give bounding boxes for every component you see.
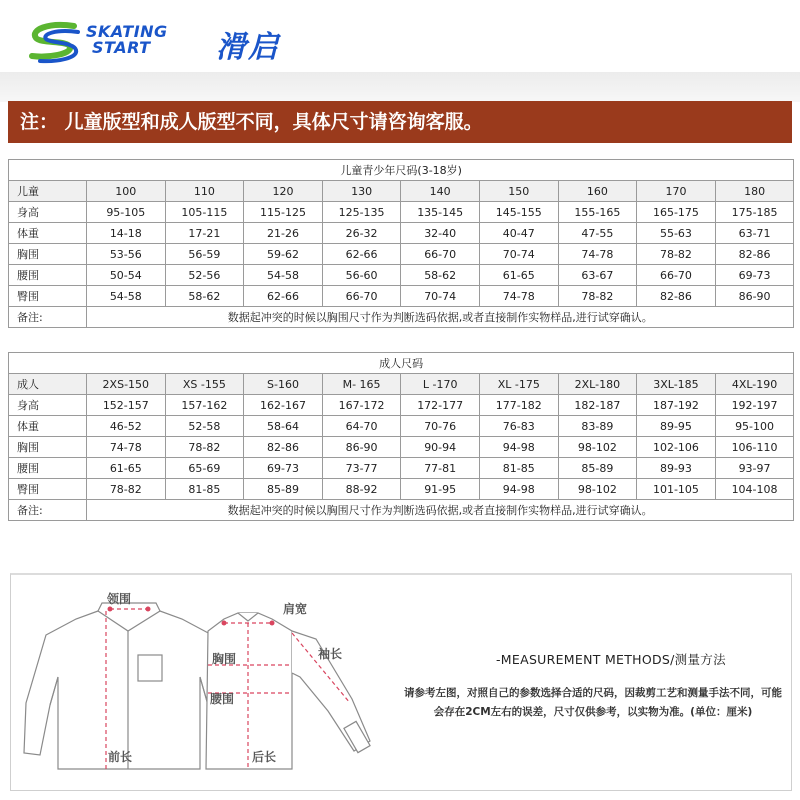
skating-logo-icon	[28, 20, 88, 64]
size-header: XS -155	[165, 374, 244, 395]
table-cell: 106-110	[715, 437, 794, 458]
table-row	[9, 437, 794, 458]
table-title-row	[9, 353, 794, 374]
table-cell: 98-102	[558, 479, 637, 500]
row-label: 身高	[9, 202, 87, 223]
table-cell: 54-58	[244, 265, 323, 286]
table-cell: 66-70	[322, 286, 401, 307]
table-cell: 63-67	[558, 265, 637, 286]
adult-size-table	[8, 352, 794, 521]
header-label: 儿童	[9, 181, 87, 202]
measurement-title: -MEASUREMENT METHODS/测量方法	[496, 652, 726, 667]
table-cell: 76-83	[479, 416, 558, 437]
table-cell: 66-70	[637, 265, 716, 286]
table-cell: 95-100	[715, 416, 794, 437]
table-cell: 58-64	[244, 416, 323, 437]
table-cell: 85-89	[244, 479, 323, 500]
measurement-description: 请参考左图，对照自己的参数选择合适的尺码，因裁剪工艺和测量手法不同，可能会存在2CM左右的误差，尺寸仅供参考，以实物为准。(单位：厘米)	[404, 687, 782, 718]
table-cell: 61-65	[479, 265, 558, 286]
table-cell: 101-105	[637, 479, 716, 500]
table-cell: 83-89	[558, 416, 637, 437]
label-chest: 胸围	[212, 652, 237, 666]
table-cell: 56-59	[165, 244, 244, 265]
label-waist: 腰围	[210, 692, 235, 706]
table-cell: 78-82	[637, 244, 716, 265]
size-header: 120	[244, 181, 323, 202]
table-cell: 62-66	[244, 286, 323, 307]
table-cell: 26-32	[322, 223, 401, 244]
table-row	[9, 202, 794, 223]
table-cell: 145-155	[479, 202, 558, 223]
table-row	[9, 479, 794, 500]
label-front-length: 前长	[108, 750, 133, 764]
table-cell: 77-81	[401, 458, 480, 479]
table-row	[9, 416, 794, 437]
table-row	[9, 265, 794, 286]
brand-line-1: SKATING	[86, 22, 168, 41]
size-header: 180	[715, 181, 794, 202]
table-cell: 63-71	[715, 223, 794, 244]
table-cell: 90-94	[401, 437, 480, 458]
table-cell: 89-93	[637, 458, 716, 479]
brand-cn: 滑启	[216, 30, 280, 65]
row-label: 胸围	[9, 244, 87, 265]
row-label: 腰围	[9, 265, 87, 286]
table-cell: 93-97	[715, 458, 794, 479]
table-title: 儿童青少年尺码(3-18岁)	[9, 160, 794, 181]
table-cell: 69-73	[244, 458, 323, 479]
size-header: 150	[479, 181, 558, 202]
row-label: 腰围	[9, 458, 87, 479]
table-cell: 82-86	[244, 437, 323, 458]
table-cell: 182-187	[558, 395, 637, 416]
table-cell: 98-102	[558, 437, 637, 458]
table-cell: 52-58	[165, 416, 244, 437]
table-cell: 152-157	[87, 395, 166, 416]
table-row	[9, 286, 794, 307]
table-cell: 86-90	[322, 437, 401, 458]
table-cell: 104-108	[715, 479, 794, 500]
table-row	[9, 395, 794, 416]
table-row	[9, 244, 794, 265]
table-cell: 172-177	[401, 395, 480, 416]
table-cell: 82-86	[637, 286, 716, 307]
table-cell: 105-115	[165, 202, 244, 223]
row-label: 体重	[9, 223, 87, 244]
brand-logo	[28, 20, 298, 64]
table-cell: 66-70	[401, 244, 480, 265]
row-label: 体重	[9, 416, 87, 437]
table-cell: 78-82	[165, 437, 244, 458]
label-collar: 领围	[107, 592, 132, 606]
table-cell: 74-78	[479, 286, 558, 307]
brand-line-2: START	[92, 38, 151, 57]
table-cell: 95-105	[87, 202, 166, 223]
table-cell: 73-77	[322, 458, 401, 479]
note-text: 数据起冲突的时候以胸围尺寸作为判断选码依据,或者直接制作实物样品,进行试穿确认。	[87, 500, 794, 521]
table-row	[9, 458, 794, 479]
table-cell: 52-56	[165, 265, 244, 286]
size-header: S-160	[244, 374, 323, 395]
table-cell: 46-52	[87, 416, 166, 437]
size-header: L -170	[401, 374, 480, 395]
header-label: 成人	[9, 374, 87, 395]
table-cell: 40-47	[479, 223, 558, 244]
table-cell: 81-85	[165, 479, 244, 500]
table-cell: 70-74	[401, 286, 480, 307]
table-cell: 94-98	[479, 479, 558, 500]
table-title: 成人尺码	[9, 353, 794, 374]
size-header: 100	[87, 181, 166, 202]
table-cell: 125-135	[322, 202, 401, 223]
size-header: 2XL-180	[558, 374, 637, 395]
size-header: 130	[322, 181, 401, 202]
size-header: XL -175	[479, 374, 558, 395]
kids-size-table	[8, 159, 794, 328]
row-label: 臀围	[9, 286, 87, 307]
row-label: 臀围	[9, 479, 87, 500]
table-cell: 54-58	[87, 286, 166, 307]
table-cell: 55-63	[637, 223, 716, 244]
size-header: 140	[401, 181, 480, 202]
header-divider	[0, 72, 800, 102]
table-cell: 65-69	[165, 458, 244, 479]
table-cell: 53-56	[87, 244, 166, 265]
table-cell: 56-60	[322, 265, 401, 286]
size-header: 4XL-190	[715, 374, 794, 395]
table-cell: 62-66	[322, 244, 401, 265]
table-cell: 74-78	[558, 244, 637, 265]
shirt-diagram	[10, 573, 400, 788]
notice-banner: 注： 儿童版型和成人版型不同，具体尺寸请咨询客服。	[8, 101, 792, 143]
table-cell: 50-54	[87, 265, 166, 286]
table-cell: 78-82	[87, 479, 166, 500]
table-cell: 32-40	[401, 223, 480, 244]
table-note-row	[9, 307, 794, 328]
table-note-row	[9, 500, 794, 521]
table-header-row	[9, 181, 794, 202]
table-title-row	[9, 160, 794, 181]
size-header: 3XL-185	[637, 374, 716, 395]
note-label: 备注:	[9, 500, 87, 521]
front-shirt-icon	[24, 603, 237, 769]
table-cell: 64-70	[322, 416, 401, 437]
table-cell: 74-78	[87, 437, 166, 458]
row-label: 身高	[9, 395, 87, 416]
table-cell: 78-82	[558, 286, 637, 307]
table-cell: 162-167	[244, 395, 323, 416]
size-header: M- 165	[322, 374, 401, 395]
table-cell: 86-90	[715, 286, 794, 307]
label-back-length: 后长	[252, 750, 277, 764]
table-cell: 47-55	[558, 223, 637, 244]
table-cell: 85-89	[558, 458, 637, 479]
table-cell: 21-26	[244, 223, 323, 244]
table-cell: 94-98	[479, 437, 558, 458]
table-cell: 175-185	[715, 202, 794, 223]
table-cell: 135-145	[401, 202, 480, 223]
table-cell: 58-62	[165, 286, 244, 307]
note-text: 数据起冲突的时候以胸围尺寸作为判断选码依据,或者直接制作实物样品,进行试穿确认。	[87, 307, 794, 328]
table-cell: 192-197	[715, 395, 794, 416]
table-cell: 69-73	[715, 265, 794, 286]
table-cell: 102-106	[637, 437, 716, 458]
brand-wordmark	[86, 24, 168, 56]
table-cell: 17-21	[165, 223, 244, 244]
table-cell: 88-92	[322, 479, 401, 500]
table-cell: 157-162	[165, 395, 244, 416]
table-cell: 81-85	[479, 458, 558, 479]
table-cell: 14-18	[87, 223, 166, 244]
note-label: 备注:	[9, 307, 87, 328]
table-cell: 91-95	[401, 479, 480, 500]
table-header-row	[9, 374, 794, 395]
table-cell: 167-172	[322, 395, 401, 416]
label-sleeve: 袖长	[318, 647, 343, 661]
row-label: 胸围	[9, 437, 87, 458]
label-shoulder: 肩宽	[283, 602, 308, 616]
table-cell: 61-65	[87, 458, 166, 479]
table-cell: 177-182	[479, 395, 558, 416]
table-cell: 70-76	[401, 416, 480, 437]
table-cell: 70-74	[479, 244, 558, 265]
size-header: 110	[165, 181, 244, 202]
table-row	[9, 223, 794, 244]
table-cell: 165-175	[637, 202, 716, 223]
table-cell: 89-95	[637, 416, 716, 437]
size-header: 160	[558, 181, 637, 202]
table-cell: 187-192	[637, 395, 716, 416]
table-cell: 115-125	[244, 202, 323, 223]
table-cell: 58-62	[401, 265, 480, 286]
table-cell: 59-62	[244, 244, 323, 265]
size-header: 170	[637, 181, 716, 202]
table-cell: 82-86	[715, 244, 794, 265]
table-cell: 155-165	[558, 202, 637, 223]
size-header: 2XS-150	[87, 374, 166, 395]
